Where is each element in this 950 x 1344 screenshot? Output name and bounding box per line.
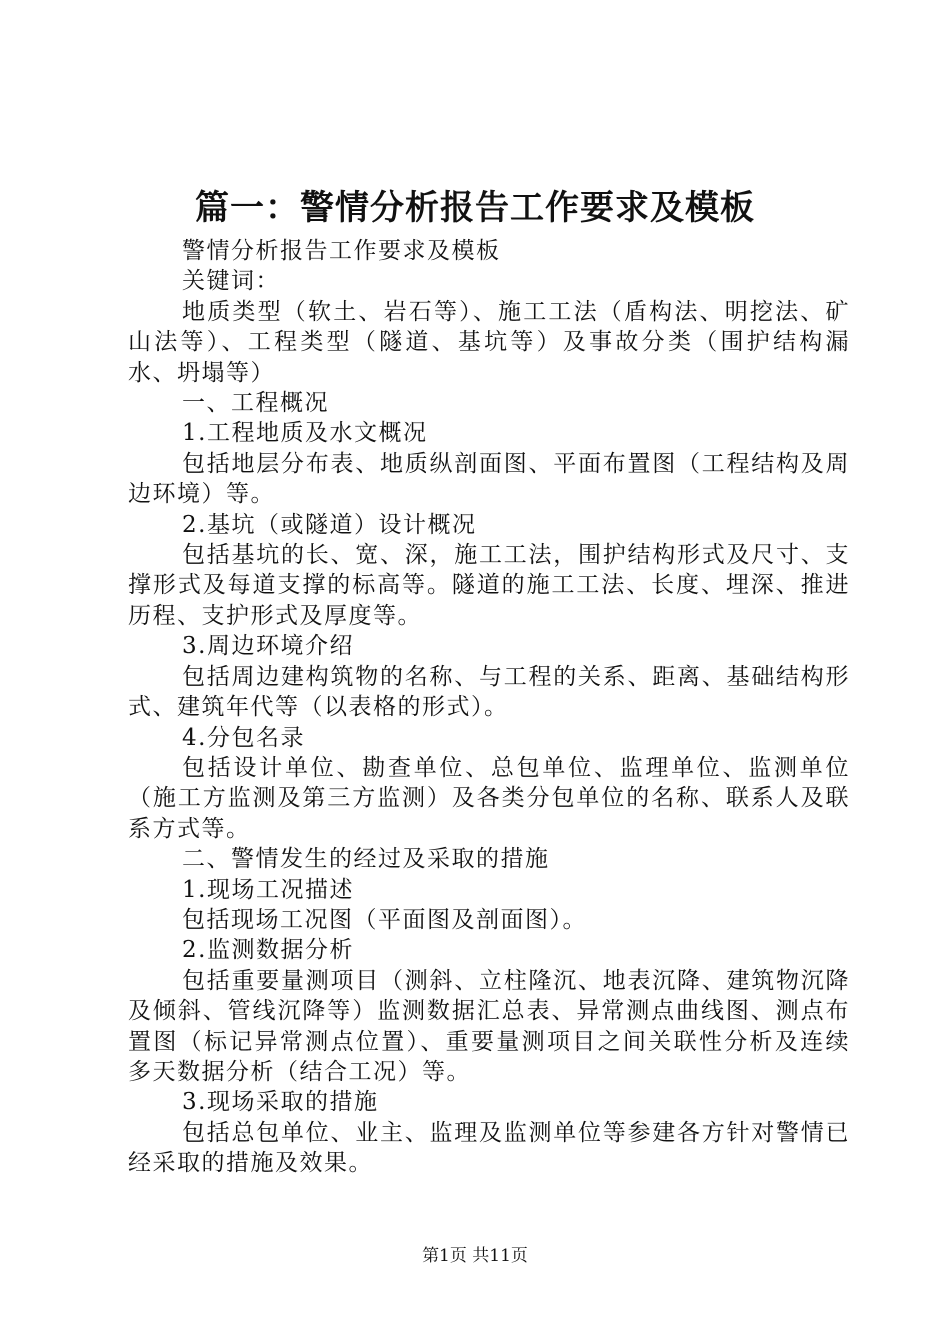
paragraph-measures: 包括总包单位、业主、监理及监测单位等参建各方针对警情已经采取的措施及效果。 [128, 1119, 850, 1177]
section-heading-overview: 一、工程概况 [182, 390, 330, 417]
paragraph-design: 包括基坑的长、宽、深，施工工法，围护结构形式及尺寸、支撑形式及每道支撑的标高等。隧道的施工工法、长度、埋深、推进历程、支护形式及厚度等。 [128, 542, 850, 629]
paragraph-keywords-label: 关键词： [182, 268, 281, 295]
subheading-environment: 3.周边环境介绍 [182, 633, 354, 660]
paragraph-subcontractors: 包括设计单位、勘查单位、总包单位、监理单位、监测单位（施工方监测及第三方监测）及各类分包单位的名称、联系人及联系方式等。 [128, 754, 850, 842]
subheading-site-conditions: 1.现场工况描述 [182, 876, 354, 903]
subheading-monitoring: 2.监测数据分析 [182, 937, 354, 964]
subheading-measures: 3.现场采取的措施 [182, 1089, 379, 1116]
paragraph-keywords: 地质类型（软土、岩石等）、施工工法（盾构法、明挖法、矿山法等）、工程类型（隧道、基坑等）及事故分类（围护结构漏水、坍塌等） [128, 298, 850, 386]
section-heading-incident: 二、警情发生的经过及采取的措施 [182, 846, 550, 873]
subheading-geology: 1.工程地质及水文概况 [182, 420, 428, 447]
subheading-subcontractors: 4.分包名录 [182, 724, 305, 751]
page-footer: 第1页 共11页 [422, 1246, 528, 1266]
paragraph-monitoring: 包括重要量测项目（测斜、立柱隆沉、地表沉降、建筑物沉降及倾斜、管线沉降等）监测数据汇总表、异常测点曲线图、测点布置图（标记异常测点位置）、重要量测项目之间关联性分析及连续多天数据分析（结合工况）等。 [128, 967, 850, 1085]
document-body [128, 236, 850, 1179]
paragraph-environment: 包括周边建构筑物的名称、与工程的关系、距离、基础结构形式、建筑年代等（以表格的形式）。 [128, 663, 850, 721]
subheading-design: 2.基坑（或隧道）设计概况 [182, 511, 477, 538]
paragraph-site-conditions: 包括现场工况图（平面图及剖面图）。 [182, 906, 588, 933]
paragraph-geology: 包括地层分布表、地质纵剖面图、平面布置图（工程结构及周边环境）等。 [128, 450, 850, 508]
document-title: 篇一：警情分析报告工作要求及模板 [195, 188, 755, 228]
paragraph-subtitle: 警情分析报告工作要求及模板 [182, 238, 501, 264]
